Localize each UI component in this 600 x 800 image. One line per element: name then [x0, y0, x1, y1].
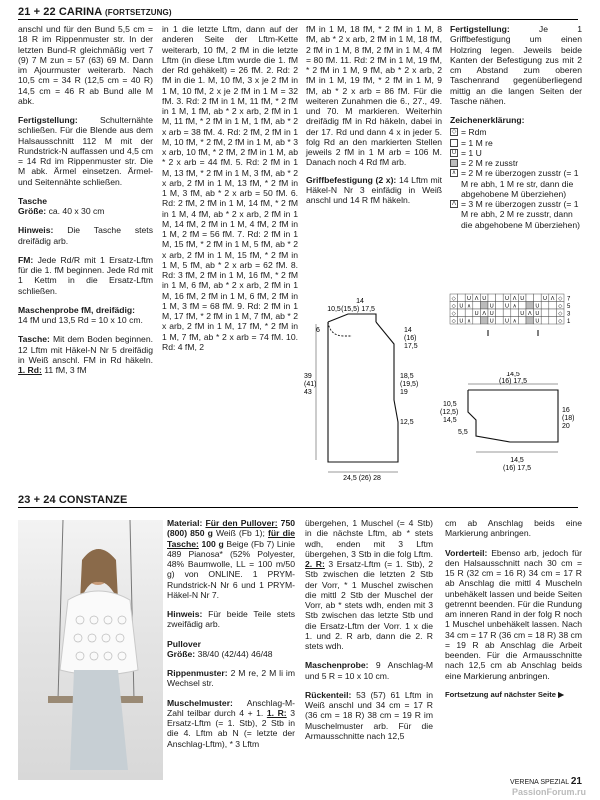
- neckline: [328, 322, 352, 336]
- page-footer: [510, 776, 582, 787]
- body-outline: [328, 322, 398, 462]
- paragraph: Rückenteil: 53 (57) 61 Lftm in Weiß anschl und 34 cm = 17 R (36 cm = 18 R) 38 cm = 19 R im Muschelmuster arb. Für die Armausschnitte nach 12,5: [305, 689, 433, 741]
- chart-symbol: ∧: [512, 318, 517, 325]
- chart-symbol: U: [535, 303, 540, 310]
- paragraph: Material: Für den Pullover: 750 (800) 850 g Weiß (Fb 1); für die Tasche: 100 g Beige (Fb 7) Linie 489 Pianosa* (52% Polyester, 48% Baumwolle, LL = 100 m/50 g) von ONLINE. 1 PRYM-Rundstrick-N Nr 6 und 1 PRYM-Häkel-N Nr 7.: [167, 518, 296, 600]
- chart-row-label: 7: [567, 296, 571, 303]
- chart-cell: [465, 309, 473, 317]
- chart-cell: [496, 317, 504, 325]
- chart-cell: [458, 294, 466, 302]
- legend-item: [450, 168, 582, 199]
- chart-cell: [541, 309, 549, 317]
- legend-text: = 1 M re: [461, 137, 493, 148]
- legend-symbol-icon: [450, 159, 458, 167]
- dim-label: 18,5: [400, 373, 414, 380]
- chart-row-label: 5: [567, 303, 571, 310]
- chart-symbol: U: [520, 296, 525, 302]
- chart-symbol: U: [482, 296, 487, 302]
- section-header-constanze: [18, 494, 578, 508]
- chart-cell: [488, 294, 496, 302]
- chart-cell: [549, 302, 557, 310]
- sleeve-outline: [468, 390, 558, 442]
- chart-cell: [541, 302, 549, 310]
- chart-cell: [534, 294, 542, 302]
- dim-label: 10,5: [443, 401, 457, 408]
- legend-item: [450, 148, 582, 158]
- chart-cell: [496, 302, 504, 310]
- legend-symbol-icon: ∧: [451, 170, 457, 177]
- dim-label: (41): [304, 381, 317, 388]
- photo-illustration: [18, 520, 163, 780]
- legend: [450, 127, 582, 230]
- dim-label: 14,5: [510, 457, 524, 464]
- paragraph: Rippenmuster: 2 M re, 2 M li im Wechsel str.: [167, 668, 295, 689]
- knitting-chart: [448, 292, 583, 337]
- dim-label: (18): [562, 415, 575, 422]
- chart-cell: [473, 317, 481, 325]
- section-title: 21 + 22 CARINA: [18, 6, 102, 18]
- dim-label: 39: [304, 373, 312, 380]
- chart-cell: [518, 317, 526, 325]
- legend-item: [450, 138, 582, 148]
- chart-cell: [518, 302, 526, 310]
- chart-symbol: U: [543, 296, 547, 302]
- shoulder-line: [328, 314, 376, 322]
- constanze-column-1: [167, 518, 295, 758]
- paragraph: Hinweis: Für beide Teile stets zweifädig arb.: [167, 609, 296, 630]
- constanze-column-2: [305, 518, 433, 750]
- chart-symbol: Λ: [482, 311, 487, 317]
- paragraph: anschl und für den Bund 5,5 cm = 18 R im Rippenmuster str. In der letzten Bund-R gleichmäßig vert 7 (9) 7 M zun = 57 (63) 69 M. Dann im Ajourmuster weiterarb. Nach 10,5 cm = 34 R (12,5 cm = 40 R) 14,5 cm = 46 R ab Bund alle M abk.: [18, 24, 153, 106]
- chart-cell: [549, 317, 557, 325]
- garment-schematic-sleeve: [440, 372, 583, 482]
- chart-symbol: ◇: [558, 296, 563, 302]
- chart-symbol: Λ: [512, 296, 517, 302]
- chart-symbol: U: [535, 318, 540, 325]
- chart-symbol: U: [489, 311, 494, 317]
- legend-text: = 2 M re überzogen zusstr (= 1 M re abh, 1 M re str, dann die abgehobene M überziehen): [461, 168, 579, 199]
- chart-symbol: U: [459, 303, 464, 310]
- section-subtitle: (FORTSETZUNG): [105, 8, 172, 17]
- legend-symbol-icon: U: [451, 149, 457, 156]
- watermark: PassionForum.ru: [511, 787, 586, 797]
- legend-text: = 2 M re zusstr: [461, 158, 519, 168]
- dim-label: (16): [404, 335, 417, 342]
- chart-cell: [458, 309, 466, 317]
- chart-cell: [541, 317, 549, 325]
- garment-schematic-body: [300, 292, 440, 482]
- model-photo: [18, 520, 163, 780]
- chart-symbol: ◇: [451, 303, 456, 310]
- dim-label: 14,5: [443, 417, 457, 424]
- dim-label: 14,5: [506, 372, 520, 378]
- carina-column-3: [306, 24, 442, 214]
- paragraph: Fertigstellung: Schulternähte schließen. Für die Blende aus dem Halsausschnitt 112 M mit der Rundstrick-N auffassen und 4,5 cm = 14 Rd im Rippenmuster str. Die M abk. Ärmel einsetzen. Ärmel- und Seitennähte schließen.: [18, 115, 153, 187]
- chart-cell: [496, 309, 504, 317]
- legend-item: [450, 158, 582, 168]
- dim-label: 19: [400, 389, 408, 396]
- chart-symbol: U: [459, 318, 464, 325]
- chart-cell: [526, 317, 534, 325]
- continuation-note: Fortsetzung auf nächster Seite ▶: [445, 689, 564, 699]
- chart-symbol: U: [474, 311, 479, 317]
- chart-symbol: U: [467, 296, 471, 302]
- dim-label: 14: [404, 327, 412, 334]
- chart-cell: [473, 302, 481, 310]
- paragraph: Muschelmuster: Anschlag-M-Zahl teilbar durch 4 + 1. 1. R: 3 Ersatz-Lftm (= 1. Stb), 2 Stb in die 4. Lftm ab N (= letzte der Anschlag-Lftm), * 3 Lftm: [167, 697, 296, 749]
- chart-cell: [480, 317, 488, 325]
- paragraph: Maschenprobe fM, dreifädig: 14 fM und 13,5 Rd = 10 x 10 cm.: [18, 304, 143, 325]
- chart-symbol: Λ: [527, 311, 532, 317]
- dim-label: 6: [316, 327, 320, 334]
- magazine-name: VERENA SPEZIAL: [510, 779, 569, 786]
- paragraph: cm ab Anschlag beids eine Markierung anbringen.: [445, 518, 582, 539]
- paragraph: Pullover Größe: 38/40 (42/44) 46/48: [167, 638, 273, 659]
- chart-symbol: U: [505, 303, 509, 310]
- dim-label: (15,5) 17,5: [341, 306, 375, 313]
- chart-symbol: U: [535, 311, 540, 317]
- chart-symbol: ◇: [558, 318, 563, 325]
- legend-text: = Rdm: [461, 127, 487, 138]
- paragraph: Vorderteil: Ebenso arb, jedoch für den Halsausschnitt nach 30 cm = 15 R (32 cm = 16 R) 34 cm = 17 R ab Anschlag die mittl 4 Muscheln unbehäkelt lassen und beide Seiten getrennt beenden. Für die Rundung am inneren Rand in der folg R noch 1 Muschel unbehäkelt lassen. Nach 34 cm = 17 R (36 cm = 18 R) 38 cm = 19 R ab Anschlag die Arbeit beenden. Für die Armausschnitte nach 12,5 cm ab Anschlag beids eine Markierung anbringen.: [445, 547, 582, 681]
- paragraph: in 1 die letzte Lftm, dann auf der anderen Seite der Lftm-Kette weiterarb, 10 fM, 2 fM in die letzte Lftm (in diese Lftm wurde die 1. fM der Rd gehäkelt) = 26 fM. 2. Rd: 2 fM in die 1. M, 10 fM, 3 x je 2 fM in 1 M, 10 fM, 2 x je 2 fM in 1 M = 32 fM. 3. Rd: 2 fM in 1 M, 11 fM, * 2 fM in 1 M, 1 fM, ab * 2 x arb, 2 fM in 1 M, 11 fM, * 2 fM in 1 M, 1 fM, ab * 2 x arb = 38 fM. 4. Rd: 2 fM, 2 fM in 1 M, 10 fM, * 2 fM, 2 fM in 1 M, ab * 3 x arb, 10 fM, * 2 fM, 2 fM in 1 M, ab * 2 x arb = 44 fM. 5. Rd: 2 fM in 1 M, 13 fM, * 2 fM in 1 M, 3 fM, ab * 2 x arb, 2 fM in 1 M, 13 fM, * 2 fM in 1 M, 3 fM, ab * 2 x arb = 50 fM. 6. Rd: 2 fM, 2 fM in 1 M, 14 fM, * 2 fM in 1 M, 4 fM, ab * 2 x arb, 2 fM in 1 M, 14 fM, 2 fM in 1 M, 4 fM, 2 fM in 1 M, 2 fM = 56 fM. 7. Rd: 2 fM in 1 M, 15 fM, * 2 fM in 1 M, 5 fM, ab * 2 x arb, 2 fM in 1 M, 15 fM, * 2 fM in 1 M, 5 fM, ab * 2 x arb = 62 fM. 8. Rd: 3 fM, 2 fM in 1 M, 16 fM, * 2 fM in 1 M, 6 fM, ab * 2 x arb, 2 fM in 1 M, 16 fM, 2 fM in 1 M, 6 fM, 2 fM in 1 M, 3 fM = 68 fM. 9. Rd: 2 fM in 1 M, 17 fM, * 2 fM in 1 M, 7 fM, ab * 2 x arb, 2 fM in 1 M, 17 fM, * 2 fM in 1 M, 7 fM, ab * 2 x arb = 74 fM. 10. Rd: 4 fM, 2: [162, 24, 298, 352]
- dim-label: 17,5: [404, 343, 418, 350]
- chart-cell: [480, 302, 488, 310]
- dim-label: 20: [562, 423, 570, 430]
- chart-symbol: U: [489, 303, 494, 310]
- carina-column-2: [162, 24, 298, 361]
- chart-cell: [503, 309, 511, 317]
- chart-grid: [450, 294, 564, 325]
- dim-label: 5,5: [458, 429, 468, 436]
- chart-symbol: Λ: [550, 296, 555, 302]
- dim-label: 16: [562, 407, 570, 414]
- paragraph: Maschenprobe: 9 Anschlag-M und 5 R = 10 x 10 cm.: [305, 660, 433, 681]
- chart-symbol: ∧: [512, 303, 517, 310]
- paragraph: Tasche Größe: ca. 40 x 30 cm: [18, 195, 105, 216]
- legend-symbol-icon: [450, 139, 458, 147]
- chart-symbol: ◇: [558, 311, 563, 317]
- chart-cell: [526, 294, 534, 302]
- paragraph: FM: Jede Rd/R mit 1 Ersatz-Lftm für die 1. fM beginnen. Jede Rd mit 1 Kettm in die Ersatz-Lftm schließen.: [18, 254, 154, 296]
- section-header-carina: [18, 6, 578, 20]
- legend-symbol-icon: Λ: [451, 201, 456, 207]
- legend-text: = 1 U: [461, 147, 482, 158]
- chart-cell: [496, 294, 504, 302]
- chart-symbol: ∧: [466, 303, 472, 310]
- chart-symbol: ∧: [466, 318, 472, 325]
- dim-label: 43: [304, 389, 312, 396]
- chart-symbol: ◇: [451, 296, 456, 302]
- paragraph: fM in 1 M, 18 fM, * 2 fM in 1 M, 8 fM, ab * 2 x arb, 2 fM in 1 M, 18 fM, 2 fM in 1 M, 8 fM, 2 fM in 1 M, 4 fM = 80 fM. 11. Rd: 2 fM in 1 M, 19 fM, * 2 fM in 1 M, 9 fM, ab * 2 x arb, 2 fM in 1 M, 19 fM, * 2 fM in 1 M, 9 fM, ab * 2 x arb = 86 fM. Für die weiteren Zunahmen die 6., 27., 49. und 70. M markieren. Weiterhin dreifädig fM in Rd häkeln, dabei in der 17. Rd und dann 4 x in jeder 5. folg Rd an den markierten Stellen jeweils 2 fM in 1 M arb = 106 M. Danach noch 4 Rd fM arb.: [306, 24, 442, 168]
- chart-symbol: ◇: [451, 311, 456, 317]
- legend-title: Zeichenerklärung:: [450, 115, 525, 125]
- chart-symbol: ◇: [451, 318, 456, 325]
- chart-row-label: 3: [567, 311, 571, 318]
- chart-cell: [549, 309, 557, 317]
- chart-row-label: 1: [567, 318, 571, 325]
- legend-text: = 3 M re überzogen zusstr (= 1 M re abh, 2 M re zusstr, dann die abgehobene M überziehen): [461, 199, 580, 230]
- chart-symbol: U: [505, 318, 509, 325]
- legend-item: [450, 199, 582, 230]
- paragraph: übergehen, 1 Muschel (= 4 Stb) in die nächste Lftm, ab * stets wdh, enden mit 3 Lftm übergehen, 3 Stb in die folg Lftm. 2. R: 3 Ersatz-Lftm (= 1. Stb), 2 Stb zwischen die letzten 2 Stb der Vorr, * 1 Muschel zwischen die mittl 2 Stb der Muschel der Vorr, ab * stets wdh, enden mit 3 Stb zwischen das letzte Stb und die Ersatz-Lftm der Vorr. 1 x die 1. und 2. R arb, dann die 2. R stets wdh.: [305, 518, 434, 651]
- legend-symbol-icon: ◇: [451, 129, 457, 136]
- paragraph: Hinweis: Die Tasche stets dreifädig arb.: [18, 225, 153, 246]
- chart-symbol: U: [505, 296, 509, 302]
- chart-row-labels: [567, 296, 571, 325]
- carina-column-4: [450, 24, 582, 230]
- carina-column-1: [18, 24, 153, 384]
- constanze-column-3: [445, 518, 582, 709]
- chart-symbol: ◇: [558, 303, 563, 310]
- paragraph: Griffbefestigung (2 x): 14 Lftm mit Häkel-N Nr 3 einfädig in Weiß anschl und 14 R fM häkeln.: [306, 174, 442, 205]
- dim-label: (16) 17,5: [498, 378, 528, 385]
- chart-cell: [511, 309, 519, 317]
- chart-symbol: Λ: [474, 296, 479, 302]
- dim-label: (19,5): [400, 381, 419, 388]
- section-title: 23 + 24 CONSTANZE: [18, 494, 128, 506]
- dim-label: (16) 17,5: [502, 465, 532, 472]
- chart-symbol: U: [489, 318, 494, 325]
- dim-label: 10,5: [327, 306, 341, 313]
- dim-label: (12,5): [440, 409, 459, 416]
- dim-label: 12,5: [400, 419, 414, 426]
- legend-item: [450, 127, 582, 137]
- dim-label: 24,5 (26) 28: [343, 475, 381, 482]
- paragraph: Tasche: Mit dem Boden beginnen. 12 Lftm mit Häkel-N Nr 5 dreifädig in Weiß anschl. FM in Rd häkeln. 1. Rd: 11 fM, 3 fM: [18, 334, 153, 375]
- paragraph: Fertigstellung: Je 1 Griffbefestigung um einen Holzring legen. Jeweils beide Kanten der Befestigung zus mit 2 cm Abstand zum oberen Taschenrand gegenüberliegend mittig an die langen Seiten der Tasche nähen.: [450, 24, 583, 106]
- chart-symbol: U: [520, 311, 525, 317]
- page-number: 21: [570, 776, 582, 787]
- dim-label: 14: [356, 298, 364, 305]
- chart-cell: [526, 302, 534, 310]
